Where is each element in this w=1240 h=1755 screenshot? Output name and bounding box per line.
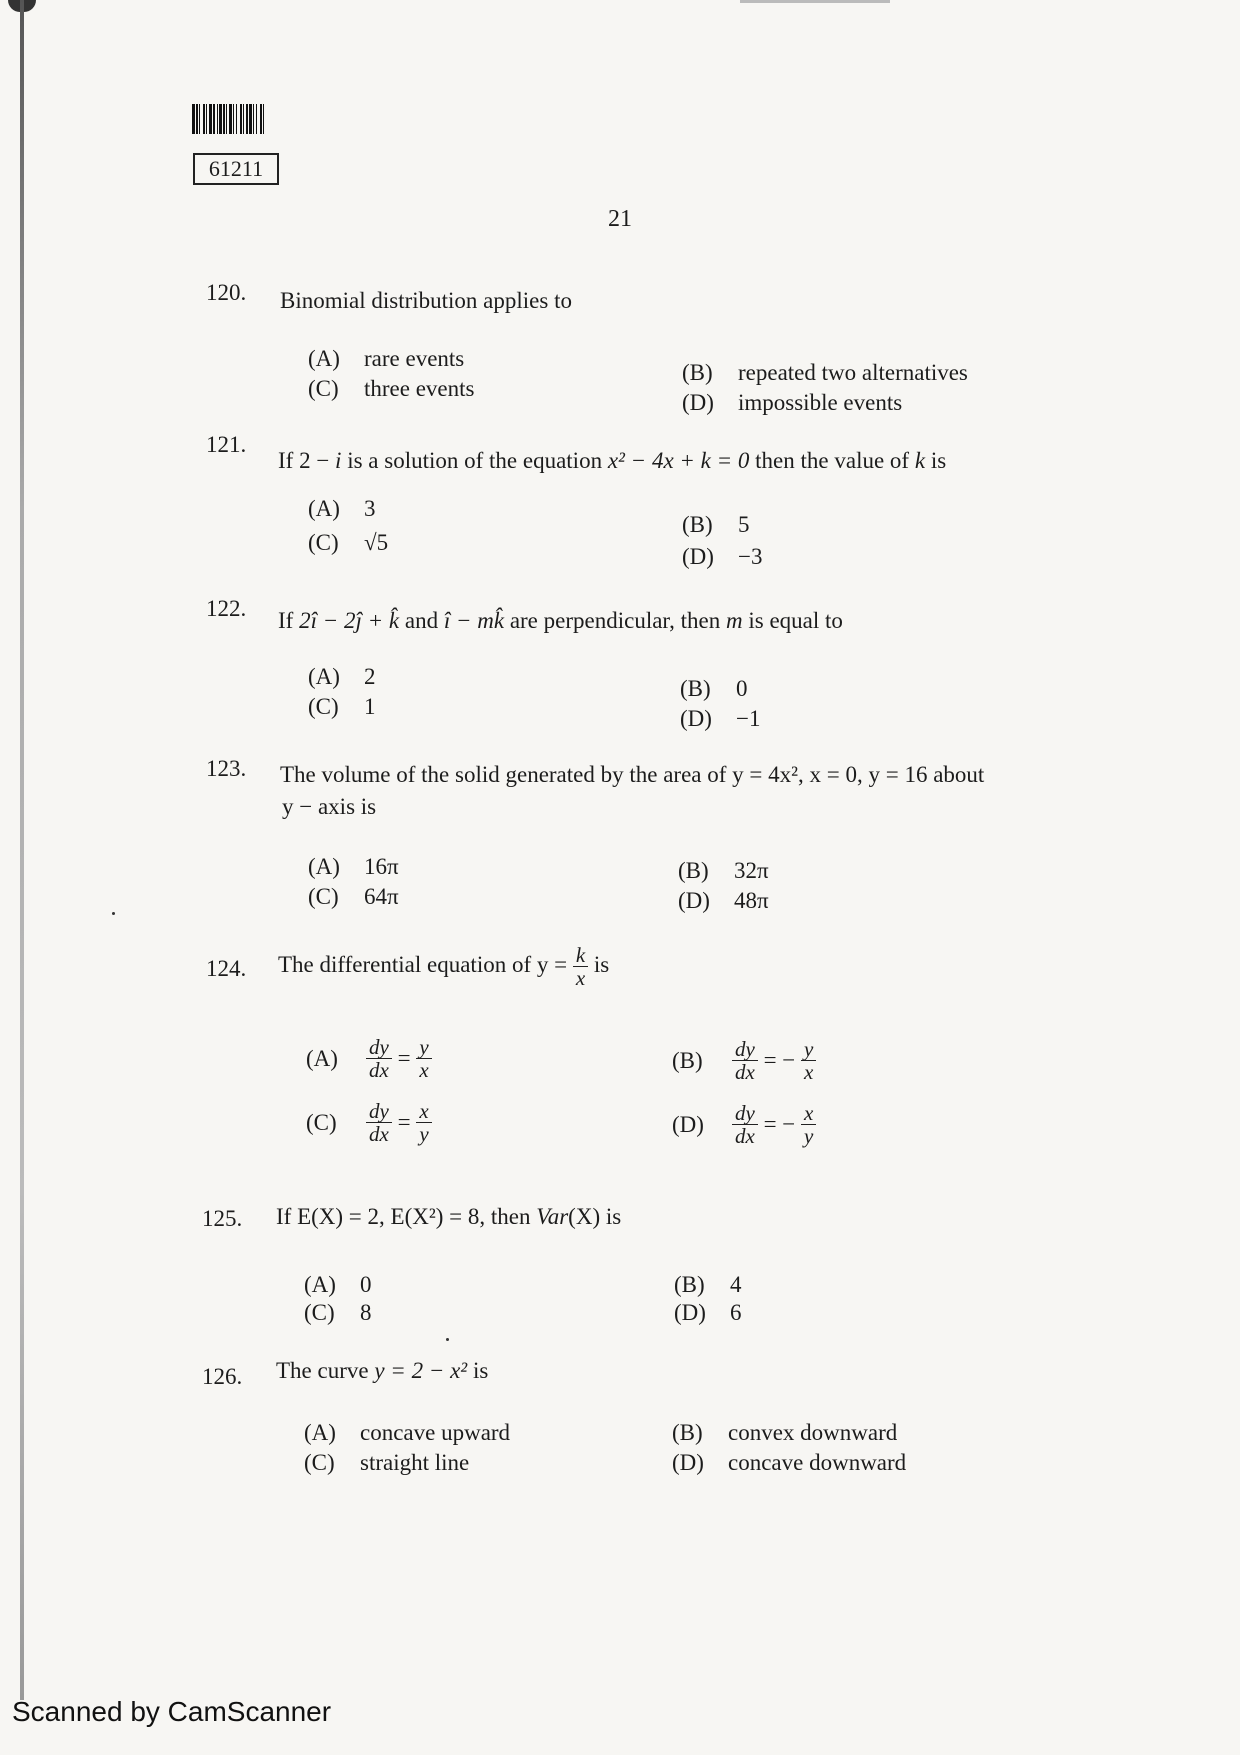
question-text: If 2î − 2ĵ + k̂ and î − mk̂ are perpendicular, then m is equal to — [278, 608, 843, 633]
option-text: 2 — [364, 664, 376, 689]
option-label: (C) — [306, 1109, 337, 1135]
option-label: (B) — [674, 1272, 705, 1297]
option-label: (D) — [674, 1300, 706, 1325]
option-label: (D) — [682, 390, 714, 415]
option-text: 1 — [364, 694, 376, 719]
option-text: 16π — [364, 854, 399, 879]
option-label: (C) — [308, 694, 339, 719]
option-label: (B) — [678, 858, 709, 883]
option-text: three events — [364, 376, 475, 401]
option-label: (D) — [680, 706, 712, 731]
option-d — [680, 706, 760, 732]
option-b: (B) $\frac{dy}{dx}$ = − $\frac{y}{x}$ — [672, 1038, 816, 1083]
option-text: 3 — [364, 496, 376, 521]
question-text-line-2: y − axis is — [282, 794, 377, 819]
scan-speck — [112, 912, 115, 915]
option-label: (C) — [308, 376, 339, 401]
option-label: (B) — [680, 676, 711, 701]
option-b — [672, 1420, 897, 1446]
option-label: (D) — [682, 544, 714, 569]
option-c — [304, 1300, 372, 1326]
option-a — [308, 664, 376, 690]
option-text: 0 — [360, 1272, 372, 1297]
page-number: 21 — [608, 206, 632, 232]
question-number: 120. — [206, 280, 247, 305]
option-label: (A) — [308, 854, 340, 879]
option-text: concave upward — [360, 1420, 511, 1445]
option-text: impossible events — [738, 390, 903, 415]
option-d: (D) $\frac{dy}{dx}$ = − $\frac{x}{y}$ — [672, 1102, 816, 1147]
top-rule — [740, 0, 890, 3]
question-number: 124. — [206, 956, 247, 981]
option-a — [304, 1272, 372, 1298]
question-number: 123. — [206, 756, 247, 781]
barcode — [192, 104, 352, 134]
option-text: rare events — [364, 346, 465, 371]
option-label: (B) — [672, 1420, 703, 1445]
option-label: (A) — [308, 496, 340, 521]
question-text: If E(X) = 2, E(X²) = 8, then Var(X) is — [276, 1204, 622, 1229]
option-text: 8 — [360, 1300, 372, 1325]
barcode-bar — [264, 104, 266, 134]
fraction-numerator: k — [573, 944, 588, 967]
option-label: (B) — [682, 360, 713, 385]
option-text: 5 — [738, 512, 750, 537]
option-d — [672, 1450, 906, 1476]
paper-code-box: 61211 — [193, 153, 279, 185]
question-text-line-1: The volume of the solid generated by the area of y = 4x², x = 0, y = 16 about — [280, 762, 985, 787]
option-b — [682, 512, 750, 538]
option-label: (B) — [672, 1047, 703, 1073]
option-c: (C) $\frac{dy}{dx}$ = $\frac{x}{y}$ — [306, 1100, 432, 1145]
option-text: 32π — [734, 858, 769, 883]
option-label: (A) — [308, 346, 340, 371]
option-d — [674, 1300, 742, 1326]
option-d — [682, 544, 762, 570]
option-label: (C) — [304, 1300, 335, 1325]
option-text: 4 — [730, 1272, 742, 1297]
option-label: (A) — [306, 1045, 338, 1071]
option-c — [308, 694, 376, 720]
option-a — [308, 854, 399, 880]
option-text: 0 — [736, 676, 748, 701]
option-label: (B) — [682, 512, 713, 537]
option-text: 6 — [730, 1300, 742, 1325]
option-c — [304, 1450, 469, 1476]
question-text: The differential equation of y = $\frac{k}{x}$ is — [278, 943, 610, 991]
option-label: (C) — [308, 530, 339, 555]
option-a — [304, 1420, 510, 1446]
question-number: 122. — [206, 596, 247, 621]
option-a — [308, 346, 464, 372]
option-text: convex downward — [728, 1420, 898, 1445]
option-d — [678, 888, 769, 914]
option-label: (C) — [304, 1450, 335, 1475]
option-a: (A) $\frac{dy}{dx}$ = $\frac{y}{x}$ — [306, 1036, 432, 1081]
scan-speck — [446, 1338, 449, 1341]
question-number: 121. — [206, 432, 247, 457]
option-a — [308, 496, 376, 522]
fraction-denominator: x — [575, 966, 586, 991]
question-text: The curve y = 2 − x² is — [276, 1358, 489, 1383]
option-b — [674, 1272, 742, 1298]
option-d — [682, 390, 902, 416]
option-b — [682, 360, 968, 386]
option-label: (A) — [304, 1420, 336, 1445]
option-text: concave downward — [728, 1450, 907, 1475]
option-text: repeated two alternatives — [738, 360, 968, 385]
option-text: straight line — [360, 1450, 470, 1475]
option-label: (A) — [308, 664, 340, 689]
option-b — [680, 676, 748, 702]
question-text: Binomial distribution applies to — [280, 288, 572, 313]
option-text: −1 — [736, 706, 761, 731]
option-label: (D) — [678, 888, 710, 913]
option-text: 64π — [364, 884, 399, 909]
question-number: 125. — [202, 1206, 243, 1231]
question-text: If 2 − i is a solution of the equation x² − 4x + k = 0 then the value of k is — [278, 448, 947, 473]
option-text: 48π — [734, 888, 769, 913]
option-c — [308, 884, 399, 910]
question-number: 126. — [202, 1364, 243, 1389]
binding-edge — [20, 0, 24, 1700]
option-label: (C) — [308, 884, 339, 909]
option-text: −3 — [738, 544, 763, 569]
option-label: (D) — [672, 1450, 704, 1475]
option-label: (D) — [672, 1111, 704, 1137]
option-label: (A) — [304, 1272, 336, 1297]
scanner-watermark: Scanned by CamScanner — [12, 1696, 332, 1727]
option-c — [308, 530, 388, 556]
option-text: √5 — [364, 530, 389, 555]
option-c — [308, 376, 474, 402]
option-b — [678, 858, 769, 884]
